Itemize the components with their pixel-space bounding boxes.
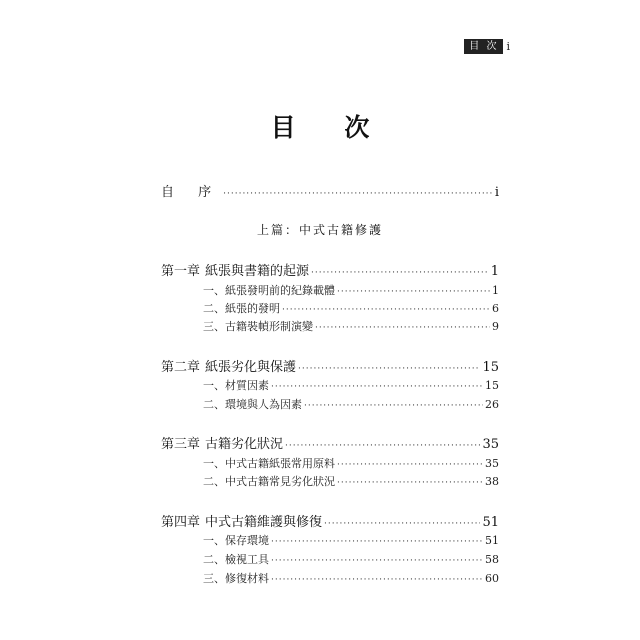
section-page: 60: [485, 572, 499, 585]
section-title: 二、環境與人為因素: [203, 398, 302, 411]
chapter-page: 51: [482, 515, 499, 530]
part-heading: 上篇：中式古籍修護: [256, 223, 383, 237]
chapter-page: 35: [482, 437, 499, 452]
dot-leader: [271, 556, 483, 566]
section-page: 51: [485, 534, 499, 547]
chapter-number: 第四章: [161, 515, 201, 530]
section-title: 二、中式古籍常見劣化狀況: [203, 475, 335, 488]
toc-section: [203, 455, 499, 471]
toc-section: [203, 282, 499, 298]
section-page: 38: [485, 475, 499, 488]
dot-leader: [337, 460, 483, 470]
section-page: 26: [485, 398, 499, 411]
section-page: 1: [492, 284, 499, 297]
toc-section: [203, 532, 499, 548]
section-title: 一、材質因素: [203, 379, 269, 392]
toc-section: [203, 473, 499, 489]
dot-leader: [304, 401, 483, 411]
toc-chapter-2: [161, 356, 499, 375]
chapter-number: 第三章: [161, 437, 201, 452]
dot-leader: [282, 305, 490, 315]
dot-leader: [271, 382, 483, 392]
section-title: 三、古籍裝幀形制演變: [203, 320, 313, 333]
section-title: 三、修復材料: [203, 572, 269, 585]
chapter-title: 紙張劣化與保護: [205, 360, 297, 375]
dot-leader: [298, 364, 480, 374]
chapter-number: 第二章: [161, 360, 201, 375]
section-title: 一、保存環境: [203, 534, 269, 547]
toc-section: [203, 300, 499, 316]
toc-chapter-3: [161, 433, 499, 452]
chapter-title: 古籍劣化狀況: [205, 437, 284, 452]
section-page: 15: [485, 379, 499, 392]
dot-leader: [271, 537, 483, 547]
section-page: 35: [485, 457, 499, 470]
running-head-label: 目 次: [464, 39, 503, 54]
toc-entry-label: 自 序: [161, 185, 222, 200]
dot-leader: [337, 287, 490, 297]
section-title: 一、中式古籍紙張常用原料: [203, 457, 335, 470]
section-title: 二、紙張的發明: [203, 302, 280, 315]
toc-section: [203, 551, 499, 567]
section-page: 6: [492, 302, 499, 315]
toc-entry-page: i: [494, 185, 499, 200]
section-page: 58: [485, 553, 499, 566]
chapter-page: 1: [490, 264, 499, 279]
running-head-page-number: i: [506, 40, 510, 53]
chapter-number: 第一章: [161, 264, 201, 279]
dot-leader: [311, 268, 489, 278]
dot-leader: [315, 323, 490, 333]
page-title: 目 次: [270, 113, 390, 142]
toc-section: [203, 318, 499, 334]
dot-leader: [324, 519, 480, 529]
section-page: 9: [492, 320, 499, 333]
toc-section: [203, 377, 499, 393]
section-title: 一、紙張發明前的紀錄載體: [203, 284, 335, 297]
dot-leader: [337, 478, 483, 488]
running-head: [464, 39, 510, 54]
toc-section: [203, 570, 499, 586]
dot-leader: [223, 189, 493, 199]
dot-leader: [271, 575, 483, 585]
toc-chapter-4: [161, 511, 499, 530]
toc-entry-preface: [161, 181, 499, 200]
toc-chapter-1: [161, 260, 499, 279]
chapter-page: 15: [482, 360, 499, 375]
chapter-title: 中式古籍維護與修復: [205, 515, 323, 530]
chapter-title: 紙張與書籍的起源: [205, 264, 310, 279]
toc-section: [203, 396, 499, 412]
dot-leader: [285, 441, 480, 451]
section-title: 二、檢視工具: [203, 553, 269, 566]
